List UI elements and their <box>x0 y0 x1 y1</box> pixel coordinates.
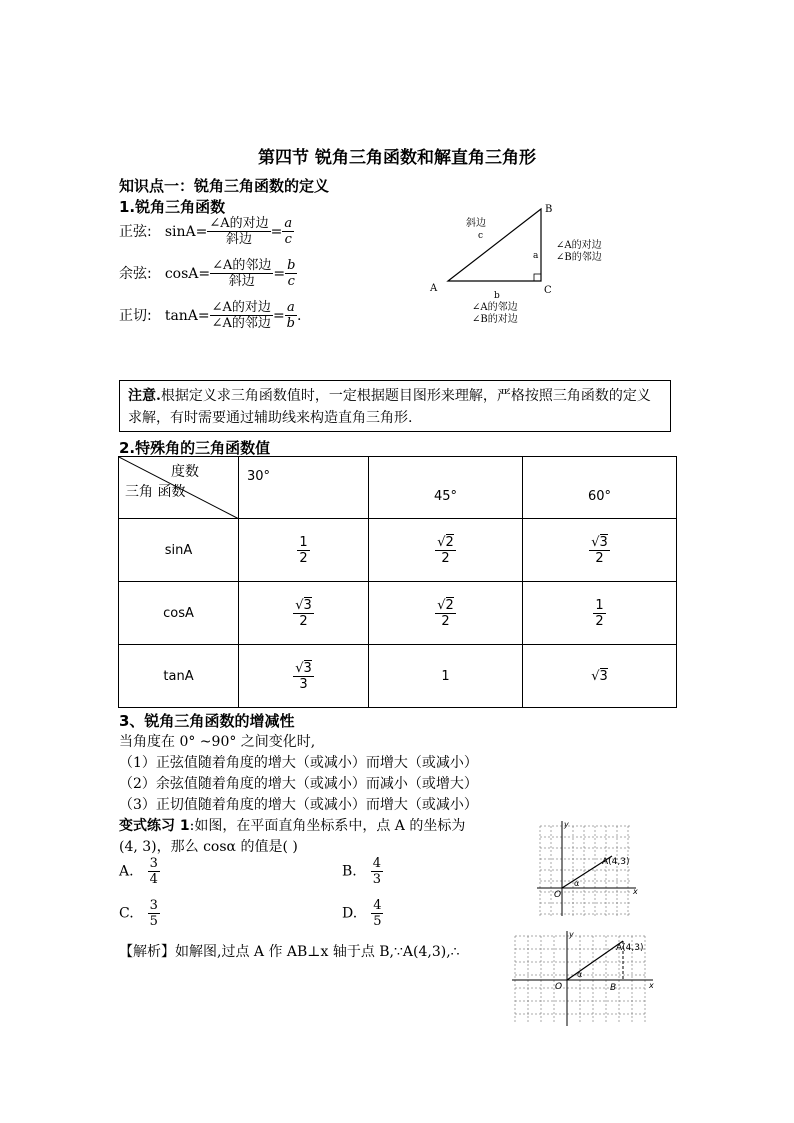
def-name: 正切: <box>119 308 152 324</box>
coordinate-figure-2 <box>507 928 657 1030</box>
origin-label: O <box>554 890 562 900</box>
angle-header: 45° <box>369 457 523 519</box>
grid-lines <box>540 826 630 916</box>
def-func: cosA= <box>164 266 211 282</box>
origin-label: O <box>555 982 563 992</box>
value-cell: √3 <box>523 645 677 708</box>
section-1-heading: 1.锐角三角函数 <box>119 198 226 216</box>
value-cell: 1 <box>369 645 523 708</box>
bottom-side-label-1: ∠A的邻边 <box>472 302 518 313</box>
right-side-label-1: ∠A的对边 <box>556 240 602 251</box>
page-title: 第四节 锐角三角函数和解直角三角形 <box>258 148 536 168</box>
note-label: 注意. <box>128 388 161 404</box>
definition-tangent: 正切: tanA= $\frac{\text{∠A的对边}}{\text{∠A的邻边}}$ = $\frac{a}{b}$ . <box>119 300 302 331</box>
coordinate-figure-1 <box>532 818 642 920</box>
alpha-label: α <box>577 970 583 979</box>
right-triangle-figure <box>420 200 620 330</box>
note-box <box>119 380 671 432</box>
c-label: c <box>478 231 484 241</box>
alpha-label: α <box>574 879 580 888</box>
point-a-label: A(4,3) <box>602 857 630 867</box>
exercise-text: :如图，在平面直角坐标系中，点 A 的坐标为 <box>189 818 466 834</box>
section-2-heading: 2.特殊角的三角函数值 <box>119 439 271 457</box>
corner-bottom-label: 三角 函数 <box>125 484 186 500</box>
option-d[interactable]: D. $\frac{4}{5}$ <box>342 898 382 929</box>
option-c[interactable]: C. $\frac{3}{5}$ <box>119 898 158 929</box>
table-row-tan <box>119 645 677 708</box>
def-name: 余弦: <box>119 266 152 282</box>
value-cell: $\frac{1}{2}$ <box>239 519 369 582</box>
def-letter-fraction: $\frac{b}{c}$ <box>287 258 296 289</box>
vertex-a: A <box>430 283 438 294</box>
monotonic-intro: 当角度在 0° ~90° 之间变化时, <box>119 734 316 750</box>
row-name: cosA <box>119 582 239 645</box>
value-cell: $\frac{1}{2}$ <box>523 582 677 645</box>
point-a-label: A(4,3) <box>616 943 644 953</box>
corner-cell <box>119 457 239 519</box>
ray-oa <box>567 941 623 980</box>
note-text: 根据定义求三角函数值时，一定根据题目图形来理解，严格按照三角函数的定义求解，有时需要通过辅助线来构造直角三角形. <box>128 388 651 426</box>
right-side-label-2: ∠B的邻边 <box>556 252 602 263</box>
option-a[interactable]: A. $\frac{3}{4}$ <box>119 856 158 887</box>
row-name: tanA <box>119 645 239 708</box>
def-letter-fraction: $\frac{a}{c}$ <box>284 216 293 247</box>
a-label: a <box>533 251 539 261</box>
hyp-label: 斜边 <box>466 218 486 229</box>
special-angles-table <box>118 456 677 708</box>
value-cell: $\frac{√2}{2}$ <box>369 519 523 582</box>
right-angle-mark <box>534 274 541 281</box>
value-cell: $\frac{√3}{3}$ <box>239 645 369 708</box>
def-func: sinA= <box>164 224 208 240</box>
definition-cosine: 余弦: cosA= $\frac{\text{∠A的邻边}}{\text{斜边}}$ = $\frac{b}{c}$ <box>119 258 296 289</box>
triangle-shape <box>448 209 541 281</box>
monotonic-rule-1: （1）正弦值随着角度的增大（或减小）而增大（或减小） <box>119 755 478 771</box>
section-3-heading: 3、锐角三角函数的增减性 <box>119 712 295 730</box>
y-label: y <box>564 820 569 829</box>
value-cell: $\frac{√3}{2}$ <box>523 519 677 582</box>
value-cell: $\frac{√3}{2}$ <box>239 582 369 645</box>
point-b-label: B <box>610 983 617 993</box>
def-func: tanA= <box>164 308 210 324</box>
exercise-prompt <box>119 815 465 835</box>
def-fraction: $\frac{\text{∠A的对边}}{\text{∠A的邻边}}$ <box>211 300 271 331</box>
def-letter-fraction: $\frac{a}{b}$ <box>286 300 295 331</box>
table-row-sin <box>119 519 677 582</box>
bottom-side-label-2: ∠B的对边 <box>472 314 518 325</box>
exercise-label: 变式练习 1 <box>119 818 190 834</box>
corner-top-label: 度数 <box>171 464 199 480</box>
vertex-b: B <box>545 204 553 215</box>
row-name: sinA <box>119 519 239 582</box>
exercise-question: (4, 3)，那么 cosα 的值是( ) <box>119 839 298 855</box>
table-header-row <box>119 457 677 519</box>
analysis-text: 【解析】如解图,过点 A 作 AB⊥x 轴于点 B,∵A(4,3),∴ <box>119 944 460 960</box>
x-label: x <box>649 981 654 990</box>
def-name: 正弦: <box>119 224 152 240</box>
option-b[interactable]: B. $\frac{4}{3}$ <box>342 856 382 887</box>
table-row-cos <box>119 582 677 645</box>
angle-header: 30° <box>239 457 369 519</box>
vertex-c: C <box>544 285 552 296</box>
monotonic-rule-3: （3）正切值随着角度的增大（或减小）而增大（或减小） <box>119 797 478 813</box>
knowledge-point-heading: 知识点一：锐角三角函数的定义 <box>119 177 330 195</box>
def-fraction: $\frac{\text{∠A的对边}}{\text{斜边}}$ <box>209 216 269 247</box>
y-label: y <box>569 930 574 939</box>
x-label: x <box>633 887 638 896</box>
b-label: b <box>494 291 500 301</box>
monotonic-rule-2: （2）余弦值随着角度的增大（或减小）而减小（或增大） <box>119 776 478 792</box>
value-cell: $\frac{√2}{2}$ <box>369 582 523 645</box>
angle-header: 60° <box>523 457 677 519</box>
def-fraction: $\frac{\text{∠A的邻边}}{\text{斜边}}$ <box>212 258 272 289</box>
definition-sine: 正弦: sinA= $\frac{\text{∠A的对边}}{\text{斜边}}$ = $\frac{a}{c}$ <box>119 216 293 247</box>
